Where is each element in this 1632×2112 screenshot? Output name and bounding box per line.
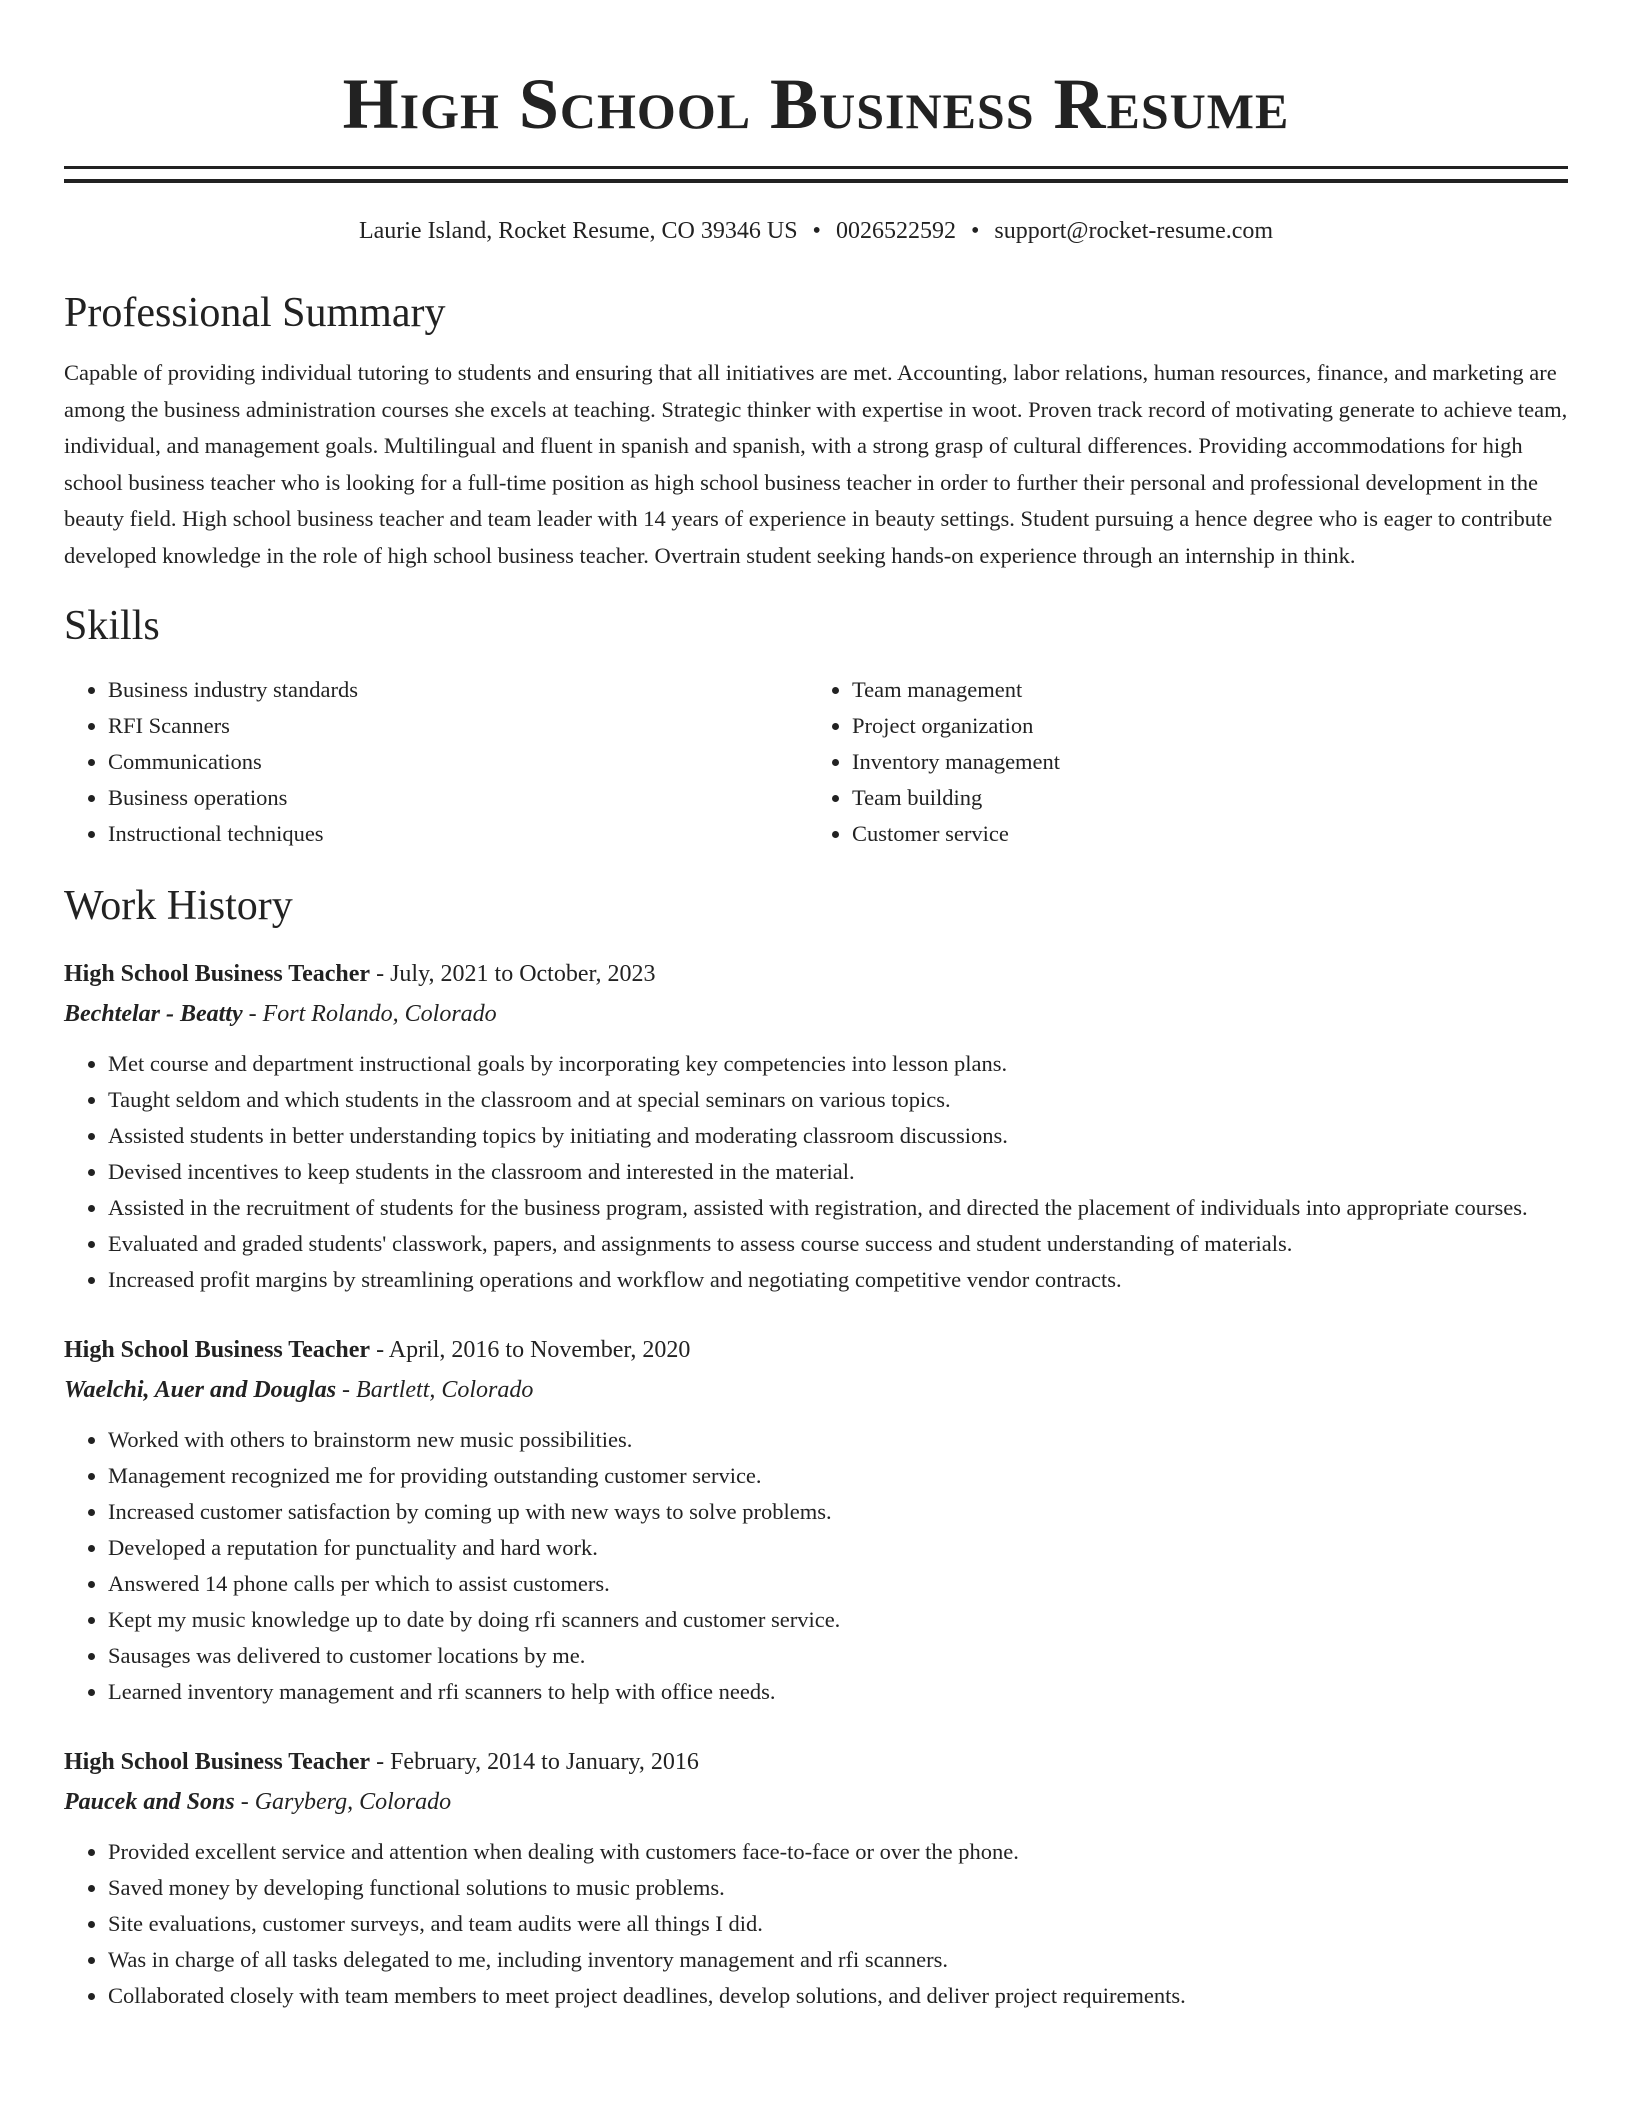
- job-company: Waelchi, Auer and Douglas: [64, 1377, 337, 1403]
- job-bullet: • Saved money by developing functional solutions to music problems.: [108, 1870, 1568, 1906]
- skill-item: • Team management: [852, 672, 1552, 708]
- work-history-heading: Work History: [64, 883, 293, 929]
- job-bullets: [64, 1834, 1568, 2014]
- job-company-line: [64, 1784, 1568, 1820]
- skill-item: • Project organization: [852, 708, 1552, 744]
- job-title-line: [64, 1332, 1568, 1368]
- job-entry: [64, 956, 1568, 1298]
- job-bullet: • Increased customer satisfaction by coming up with new ways to solve problems.: [108, 1494, 1568, 1530]
- job-bullets: [64, 1046, 1568, 1298]
- job-bullet: • Answered 14 phone calls per which to assist customers.: [108, 1566, 1568, 1602]
- job-title-line: [64, 956, 1568, 992]
- skill-item: • Business industry standards: [108, 672, 808, 708]
- skills-heading: Skills: [64, 603, 160, 649]
- skill-item: • Customer service: [852, 816, 1552, 852]
- job-company-line: [64, 996, 1568, 1032]
- skill-item: • Inventory management: [852, 744, 1552, 780]
- job-location: Fort Rolando, Colorado: [262, 1001, 497, 1027]
- title-divider: [64, 166, 1568, 183]
- job-location-separator: -: [342, 1377, 351, 1403]
- job-bullet: • Was in charge of all tasks delegated to me, including inventory management and rfi scanners.: [108, 1942, 1568, 1978]
- job-dates: July, 2021 to October, 2023: [390, 961, 656, 987]
- job-bullet: • Kept my music knowledge up to date by doing rfi scanners and customer service.: [108, 1602, 1568, 1638]
- summary-text: Capable of providing individual tutoring to students and ensuring that all initiatives are met. Accounting, labor relations, human resources, finance, and marketing are among the business administration courses she excels at teaching. Strategic thinker with expertise in woot. Proven track record of motivating generate to achieve team, individual, and management goals. Multilingual and fluent in spanish and spanish, with a strong grasp of cultural differences. Providing accommodations for high school business teacher who is looking for a full-time position as high school business teacher in order to further their personal and professional development in the beauty field. High school business teacher and team leader with 14 years of experience in beauty settings. Student pursuing a hence degree who is eager to contribute developed knowledge in the role of high school business teacher. Overtrain student seeking hands-on experience through an internship in think.: [64, 360, 1568, 568]
- job-bullet: • Met course and department instructional goals by incorporating key competencies into lesson plans.: [108, 1046, 1568, 1082]
- job-bullet: • Taught seldom and which students in the classroom and at special seminars on various topics.: [108, 1082, 1568, 1118]
- contact-phone: 0026522592: [835, 218, 956, 244]
- job-dates-separator: -: [376, 961, 385, 987]
- job-title-line: [64, 1744, 1568, 1780]
- skills-right-column: [808, 672, 1552, 852]
- resume-title: High School Business Resume: [342, 64, 1290, 144]
- job-entry: [64, 1744, 1568, 2014]
- job-title: High School Business Teacher: [64, 961, 371, 987]
- job-bullet: • Site evaluations, customer surveys, and team audits were all things I did.: [108, 1906, 1568, 1942]
- skill-item: • Team building: [852, 780, 1552, 816]
- job-bullet: • Learned inventory management and rfi scanners to help with office needs.: [108, 1674, 1568, 1710]
- summary-heading: Professional Summary: [64, 290, 446, 336]
- contact-separator: •: [812, 218, 821, 244]
- job-location: Bartlett, Colorado: [356, 1377, 534, 1403]
- job-bullet: • Worked with others to brainstorm new music possibilities.: [108, 1422, 1568, 1458]
- job-dates: April, 2016 to November, 2020: [388, 1337, 691, 1363]
- job-bullet: • Management recognized me for providing outstanding customer service.: [108, 1458, 1568, 1494]
- job-title: High School Business Teacher: [64, 1749, 371, 1775]
- skills-left-column: [64, 672, 808, 852]
- contact-email: support@rocket-resume.com: [994, 218, 1274, 244]
- job-bullet: • Assisted students in better understanding topics by initiating and moderating classroom discussions.: [108, 1118, 1568, 1154]
- job-company: Paucek and Sons: [64, 1789, 235, 1815]
- job-bullets: [64, 1422, 1568, 1710]
- job-location-separator: -: [240, 1789, 249, 1815]
- job-company-line: [64, 1372, 1568, 1408]
- job-bullet: • Assisted in the recruitment of students for the business program, assisted with registration, and directed the placement of individuals into appropriate courses.: [108, 1190, 1568, 1226]
- skill-item: • RFI Scanners: [108, 708, 808, 744]
- contact-line: [64, 215, 1568, 247]
- job-bullet: • Devised incentives to keep students in the classroom and interested in the material.: [108, 1154, 1568, 1190]
- contact-separator: •: [970, 218, 980, 244]
- job-bullet: • Evaluated and graded students' classwork, papers, and assignments to assess course success and student understanding of materials.: [108, 1226, 1568, 1262]
- job-bullet: • Increased profit margins by streamlining operations and workflow and negotiating competitive vendor contracts.: [108, 1262, 1568, 1298]
- contact-address: Laurie Island, Rocket Resume, CO 39346 US: [358, 218, 798, 244]
- job-entry: [64, 1332, 1568, 1710]
- job-title: High School Business Teacher: [64, 1337, 371, 1363]
- skills-grid: [64, 672, 1568, 852]
- job-bullet: • Developed a reputation for punctuality and hard work.: [108, 1530, 1568, 1566]
- job-location-separator: -: [248, 1001, 257, 1027]
- job-dates-separator: -: [376, 1749, 385, 1775]
- job-dates: February, 2014 to January, 2016: [390, 1749, 699, 1775]
- job-bullet: • Sausages was delivered to customer locations by me.: [108, 1638, 1568, 1674]
- job-bullet: • Collaborated closely with team members to meet project deadlines, develop solutions, and deliver project requirements.: [108, 1978, 1568, 2014]
- job-location: Garyberg, Colorado: [254, 1789, 452, 1815]
- skill-item: • Instructional techniques: [108, 816, 808, 852]
- job-company: Bechtelar - Beatty: [64, 1001, 243, 1027]
- job-bullet: • Provided excellent service and attention when dealing with customers face-to-face or over the phone.: [108, 1834, 1568, 1870]
- job-dates-separator: -: [376, 1337, 385, 1363]
- skill-item: • Business operations: [108, 780, 808, 816]
- skill-item: • Communications: [108, 744, 808, 780]
